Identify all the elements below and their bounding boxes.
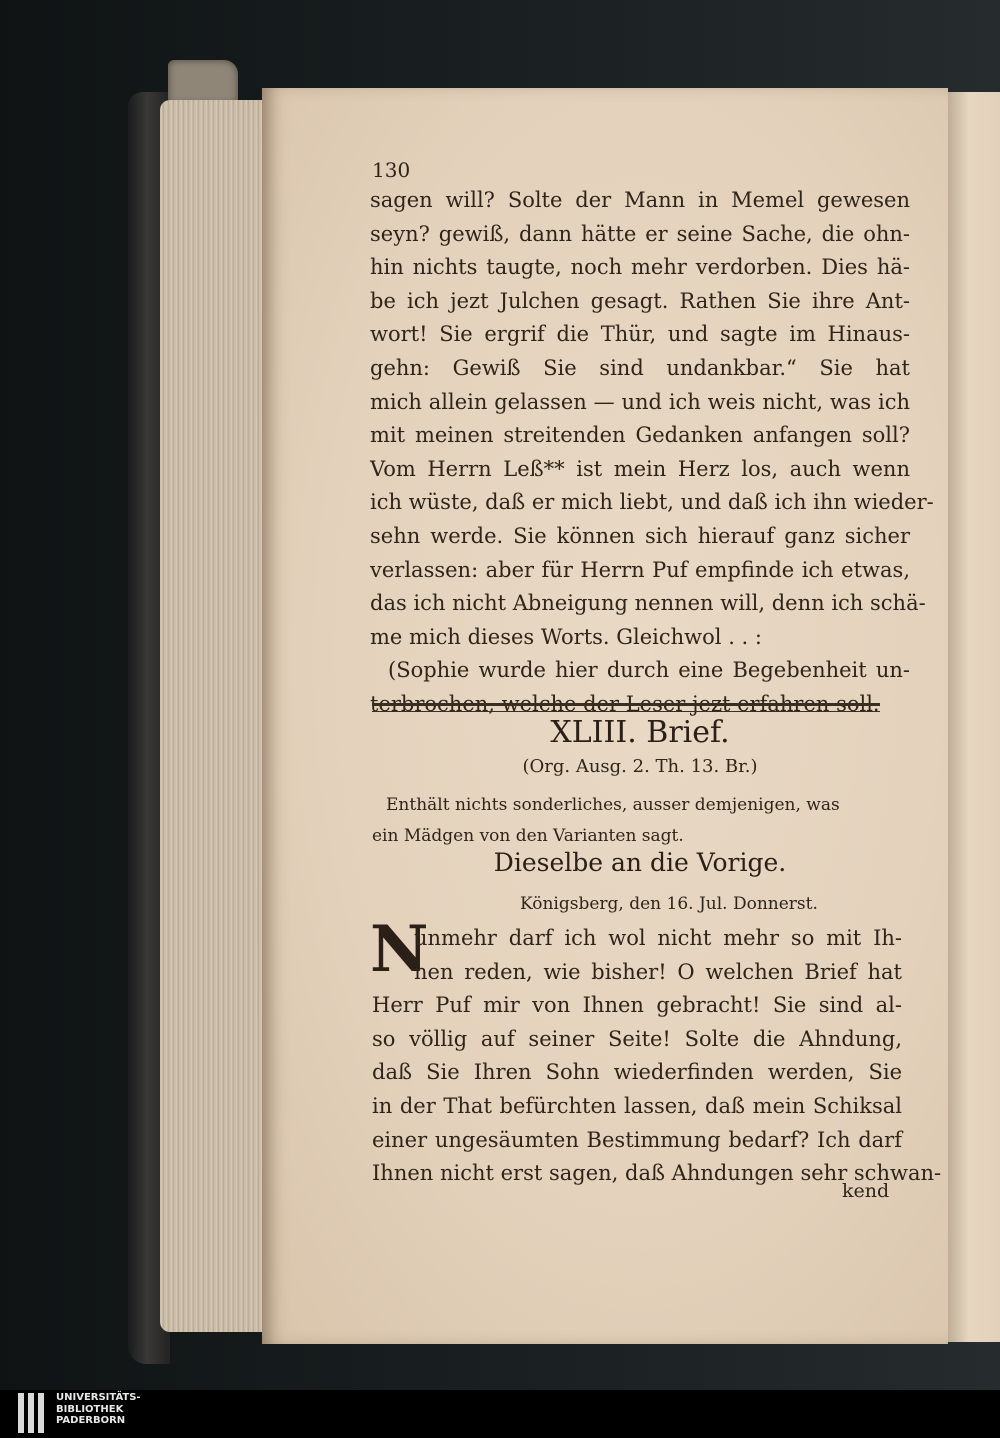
page-edges <box>160 100 270 1332</box>
text-line: das ich nicht Abneigung nennen will, denn ich schä- <box>370 591 926 616</box>
text-line: Ihnen nicht erst sagen, daß Ahndungen sehr schwan- <box>372 1161 942 1186</box>
section-rule <box>372 703 880 712</box>
text-line: (Sophie wurde hier durch eine Begebenheit un- <box>388 658 910 683</box>
text-line: me mich dieses Worts. Gleichwol . . : <box>370 624 762 649</box>
addressee-line: Dieselbe an die Vorige. <box>493 848 787 877</box>
library-name-line: BIBLIOTHEK <box>56 1403 124 1415</box>
text-line: be ich jezt Julchen gesagt. Rathen Sie ihre Ant- <box>370 288 910 313</box>
drop-cap: N <box>370 912 429 987</box>
text-line: sagen will? Solte der Mann in Memel gewesen <box>370 188 910 212</box>
text-line: hin nichts taugte, noch mehr verdorben. Dies hä- <box>370 255 910 280</box>
library-logo-icon <box>18 1393 50 1433</box>
text-line: mich allein gelassen — und ich weis nicht, was ich <box>370 389 910 414</box>
text-line: gehn: Gewiß Sie sind undankbar.“ Sie hat <box>370 355 910 380</box>
dateline: Königsberg, den 16. Jul. Donnerst. <box>520 894 818 914</box>
text-line: terbrochen, welche der Leser jezt erfahren soll. <box>370 691 880 716</box>
text-line: mit meinen streitenden Gedanken anfangen soll? <box>370 423 910 448</box>
facing-page-edge <box>948 92 1000 1342</box>
summary-line: Enthält nichts sonderliches, ausser demjenigen, was <box>386 795 840 815</box>
text-line: unmehr darf ich wol nicht mehr so mit Ih- <box>414 926 902 950</box>
text-line: so völlig auf seiner Seite! Solte die Ahndung, <box>372 1026 902 1051</box>
page-number: 130 <box>372 158 411 182</box>
library-footer-bar <box>0 1390 1000 1438</box>
text-line: daß Sie Ihren Sohn wiederfinden werden, Sie <box>372 1060 902 1085</box>
letter-heading: XLIII. Brief. <box>550 715 730 750</box>
text-line: nen reden, wie bisher! O welchen Brief hat <box>414 959 902 984</box>
book-cover-corner <box>168 60 238 104</box>
library-name-line: PADERBORN <box>56 1415 126 1426</box>
text-line: sehn werde. Sie können sich hierauf ganz sicher <box>370 523 910 548</box>
text-line: seyn? gewiß, dann hätte er seine Sache, die ohn- <box>370 221 910 246</box>
catchword: kend <box>842 1180 890 1202</box>
library-name <box>56 1392 141 1427</box>
text-line: Vom Herrn Leß** ist mein Herz los, auch wenn <box>370 456 910 481</box>
text-line: verlassen: aber für Herrn Puf empfinde ich etwas, <box>370 557 910 582</box>
text-line: in der That befürchten lassen, daß mein Schiksal <box>372 1093 902 1118</box>
text-line: Herr Puf mir von Ihnen gebracht! Sie sind al- <box>372 993 902 1018</box>
edition-reference: (Org. Ausg. 2. Th. 13. Br.) <box>522 756 758 777</box>
library-name-line: UNIVERSITÄTS- <box>56 1392 141 1403</box>
text-line: ich wüste, daß er mich liebt, und daß ich ihn wieder- <box>370 490 934 515</box>
letter-body <box>372 922 942 1191</box>
text-line: wort! Sie ergrif die Thür, und sagte im Hinaus- <box>370 322 910 347</box>
summary-line: ein Mädgen von den Varianten sagt. <box>372 826 684 846</box>
text-line: einer ungesäumten Bestimmung bedarf? Ich darf <box>372 1127 902 1152</box>
letter-summary <box>372 790 912 852</box>
body-text <box>370 184 934 722</box>
